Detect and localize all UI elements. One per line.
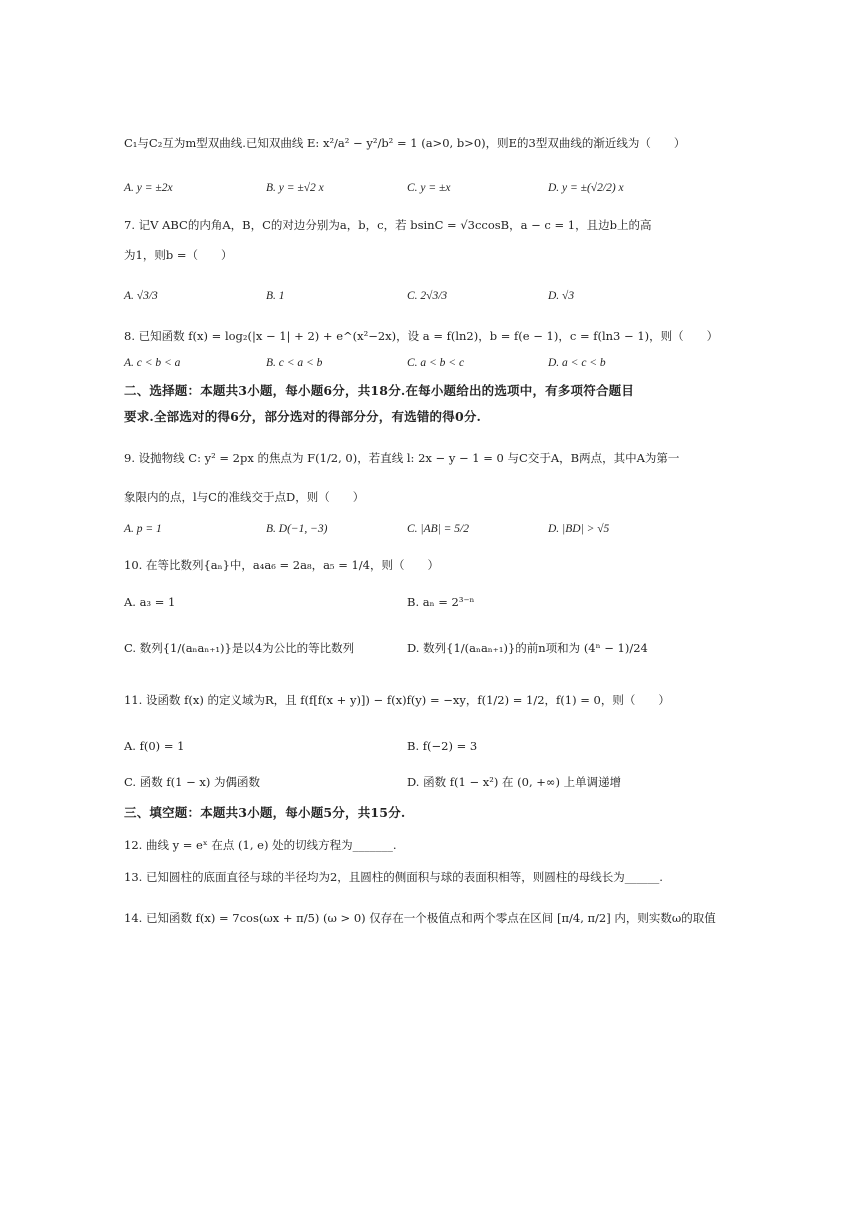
- q7-option-b: B. 1: [266, 290, 285, 302]
- q11-stem: 11. 设函数 f(x) 的定义域为R，且 f(f[f(x + y)]) − f(x)f(y) = −xy，f(1/2) = 1/2，f(1) = 0，则（ ）: [124, 693, 670, 707]
- q8-option-b: B. c < a < b: [266, 357, 323, 369]
- q9-stem-line2: 象限内的点，l与C的准线交于点D，则（ ）: [124, 490, 365, 504]
- q6-option-c: C. y = ±x: [407, 182, 451, 194]
- section-2-heading-line2: 要求.全部选对的得6分，部分选对的得部分分，有选错的得0分.: [124, 409, 482, 424]
- q10-option-b: B. aₙ = 2³⁻ⁿ: [407, 595, 475, 609]
- q6-option-b: B. y = ±√2 x: [266, 182, 324, 194]
- q14-stem: 14. 已知函数 f(x) = 7cos(ωx + π/5) (ω > 0) 仅存在一个极值点和两个零点在区间 [π/4, π/2] 内，则实数ω的取值: [124, 911, 716, 925]
- q7-stem-line2: 为1，则b =（ ）: [124, 248, 233, 262]
- q6-option-d: D. y = ±(√2/2) x: [548, 182, 624, 194]
- q8-option-c: C. a < b < c: [407, 357, 465, 369]
- q6-option-a: A. y = ±2x: [124, 182, 173, 194]
- q6-stem: C₁与C₂互为m型双曲线.已知双曲线 E: x²/a² − y²/b² = 1 (a>0, b>0)，则E的3型双曲线的渐近线为（ ）: [124, 136, 686, 150]
- q7-stem-line1: 7. 记V ABC的内角A，B，C的对边分别为a，b，c，若 bsinC = √3ccosB，a − c = 1，且边b上的高: [124, 218, 652, 232]
- q9-option-a: A. p = 1: [124, 523, 162, 535]
- q11-option-a: A. f(0) = 1: [124, 739, 185, 753]
- q9-option-d: D. |BD| > √5: [548, 523, 610, 535]
- q11-option-b: B. f(−2) = 3: [407, 739, 478, 753]
- section-2-heading-line1: 二、选择题：本题共3小题，每小题6分，共18分.在每小题给出的选项中，有多项符合题目: [124, 383, 635, 398]
- q8-stem: 8. 已知函数 f(x) = log₂(|x − 1| + 2) + e^(x²−2x)，设 a = f(ln2)，b = f(e − 1)，c = f(ln3 − 1)，则（ ）: [124, 329, 719, 343]
- q10-option-d: D. 数列{1/(aₙaₙ₊₁)}的前n项和为 (4ⁿ − 1)/24: [407, 641, 648, 655]
- q7-option-d: D. √3: [548, 290, 575, 302]
- q11-option-c: C. 函数 f(1 − x) 为偶函数: [124, 775, 260, 789]
- section-3-heading: 三、填空题：本题共3小题，每小题5分，共15分.: [124, 805, 406, 820]
- q10-stem: 10. 在等比数列{aₙ}中，a₄a₆ = 2a₈，a₅ = 1/4，则（ ）: [124, 558, 439, 572]
- q13-stem: 13. 已知圆柱的底面直径与球的半径均为2，且圆柱的侧面积与球的表面积相等，则圆柱的母线长为______.: [124, 870, 663, 884]
- q8-option-d: D. a < c < b: [548, 357, 606, 369]
- q10-option-c: C. 数列{1/(aₙaₙ₊₁)}是以4为公比的等比数列: [124, 641, 355, 655]
- q11-option-d: D. 函数 f(1 − x²) 在 (0, +∞) 上单调递增: [407, 775, 622, 789]
- q8-option-a: A. c < b < a: [124, 357, 181, 369]
- q10-option-a: A. a₃ = 1: [124, 595, 176, 609]
- q7-option-a: A. √3/3: [124, 290, 158, 302]
- q12-stem: 12. 曲线 y = eˣ 在点 (1, e) 处的切线方程为_______.: [124, 838, 397, 852]
- q7-option-c: C. 2√3/3: [407, 290, 448, 302]
- q9-stem-line1: 9. 设抛物线 C: y² = 2px 的焦点为 F(1/2, 0)，若直线 l: 2x − y − 1 = 0 与C交于A，B两点，其中A为第一: [124, 451, 680, 465]
- q9-option-b: B. D(−1, −3): [266, 523, 328, 535]
- q9-option-c: C. |AB| = 5/2: [407, 523, 469, 535]
